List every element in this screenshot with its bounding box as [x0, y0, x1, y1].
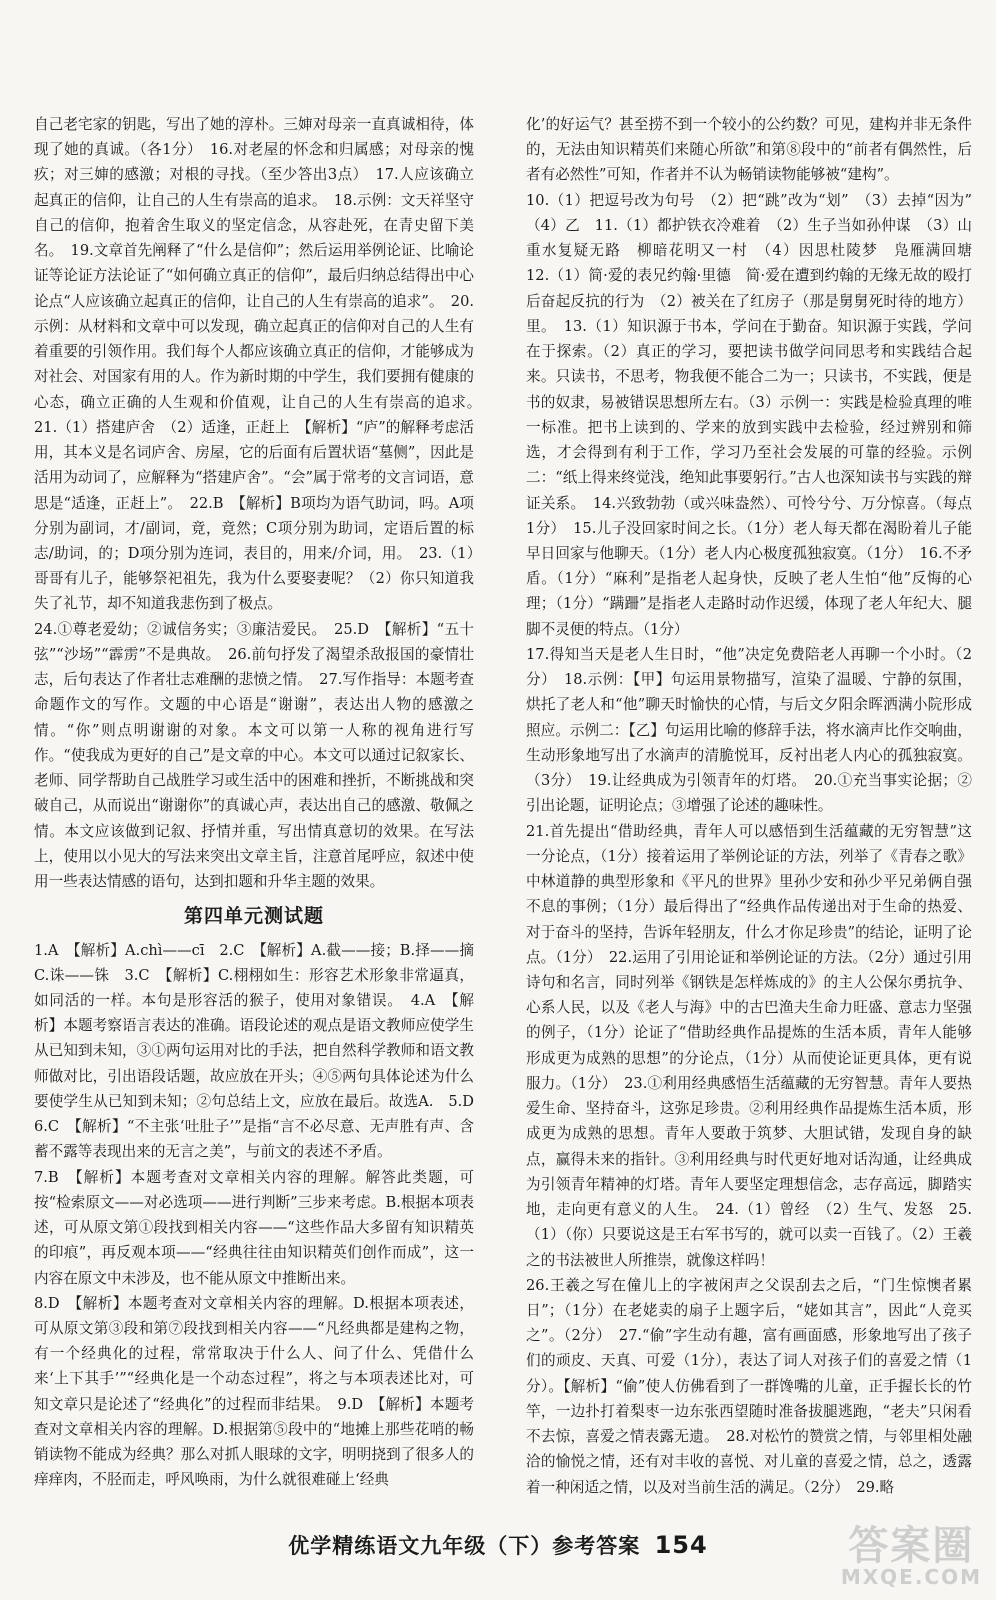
left-paragraph-2: 24.①尊老爱幼；②诚信务实；③廉洁爱民。 25.D 【解析】“五十弦”“沙场”“霹雳”不是典故。 26.前句抒发了渴望杀敌报国的豪情壮志，后句表达了作者壮志难酬的悲愤之情。 27.写作指导：本题考查命题作文的写作。文题的中心语是“谢谢”，表达出人物的感激之情。“你”则点明谢谢的对象。本文可以第一人称的视角进行写作。“使我成为更好的自己”是文章的中心。本文可以通过记叙家长、老师、同学帮助自己战胜学习或生活中的困难和挫折，不断挑战和突破自己，从而说出“谢谢你”的真诚心声，表达出自己的感激、敬佩之情。本文应该做到记叙、抒情并重，写出情真意切的效果。在写法上，使用以小见大的写法来突出文章主旨，注意首尾呼应，叙述中使用一些表达情感的语句，达到扣题和升华主题的效果。: [34, 620, 474, 891]
right-paragraph-3: 17.得知当天是老人生日时，“他”决定免费陪老人再聊一个小时。（2分） 18.示例：【甲】句运用景物描写，渲染了温暖、宁静的氛围，烘托了老人和“他”聊天时愉快的心情，与后文夕阳余晖洒满小院形成照应。示例二：【乙】句运用比喻的修辞手法，将水滴声比作交响曲，生动形象地写出了水滴声的清脆悦耳，反衬出老人内心的孤独寂寞。（3分） 19.让经典成为引领青年的灯塔。 20.①充当事实论据；②引出论题，证明论点；③增强了论述的趣味性。: [526, 645, 972, 815]
right-paragraph-2: 10.（1）把逗号改为句号 （2）把“跳”改为“划” （3）去掉“因为” （4）乙 11.（1）都护铁衣冷难着 （2）生子当如孙仲谋 （3）山重水复疑无路 柳暗花明又一村 （4）因思杜陵梦 凫雁满回塘 12.（1）简·爱的表兄约翰·里德 简·爱在遭到约翰的无缘无故的殴打后奋起反抗的行为 （2）被关在了红房子（那是舅舅死时待的地方）里。 13.（1）知识源于书本，学问在于勤奋。知识源于实践，学问在于探索。（2）真正的学习，要把读书做学问同思考和实践结合起来。只读书，不思考，物我便不能合二为一；只读书，不实践，便是书的奴隶，易被错误思想所左右。（3）示例一：实践是检验真理的唯一标准。把书上读到的、学来的放到实践中去检验，经过辨别和筛选，才会得到有利于工作，学习乃至社会发展的可靠的经验。示例二：“纸上得来终觉浅，绝知此事要躬行。”古人也深知读书与实践的辩证关系。 14.兴致勃勃（或兴味盎然）、可怜兮兮、万分惊喜。（每点1分） 15.儿子没回家时间之长。（1分）老人每天都在渴盼着儿子能早日回家与他聊天。（1分）老人内心极度孤独寂寞。（1分） 16.不矛盾。（1分）“麻利”是指老人起身快，反映了老人生怕“他”反悔的心理；（1分）“蹒跚”是指老人走路时动作迟缓，体现了老人年纪大、腿脚不灵便的特点。（1分）: [526, 191, 987, 638]
section-title: 第四单元测试题: [183, 905, 324, 928]
right-paragraph-4: 21.首先提出“借助经典，青年人可以感悟到生活蕴藏的无穷智慧”这一分论点，（1分）接着运用了举例论证的方法，列举了《青春之歌》中林道静的典型形象和《平凡的世界》里孙少安和孙少平兄弟俩自强不息的事例；（1分）最后得出了“经典作品传递出对于生命的热爱、对于奋斗的坚持，告诉年轻朋友，什么才你足珍贵”的结论，证明了论点。（1分） 22.运用了引用论证和举例论证的方法。（2分）通过引用诗句和名言，同时列举《钢铁是怎样炼成的》的主人公保尔勇抗争、心系人民，以及《老人与海》中的古巴渔夫生命力旺盛、意志力坚强的例子，（1分）论证了“借助经典作品提炼的生活本质，青年人能够形成更为成熟的思想”的分论点，（1分）从而使论证更具体，更有说服力。（1分） 23.①利用经典感悟生活蕴藏的无穷智慧。青年人要热爱生命、坚持奋斗，这弥足珍贵。②利用经典作品提炼生活本质，形成更为成熟的思想。青年人要敢于筑梦、大胆试错，发现自身的缺点，赢得未来的指针。③利用经典与时代更好地对话沟通，让经典成为引领青年精神的灯塔。青年人要坚定理想信念，志存高远，脚踏实地，走向更有意义的人生。 24.（1）曾经 （2）生气、发怒 25.（1）（你）只要说这是王右军书写的，就可以卖一百钱了。（2）王羲之的书法被世人所推崇，就像这样吗！: [526, 822, 972, 1269]
watermark-logo: [840, 1523, 982, 1589]
watermark-main-text: 答案圈: [848, 1523, 975, 1569]
right-paragraph-5: 26.王羲之写在僮儿上的字被闲声之父误刮去之后，“门生惊懊者累日”；（1分）在老姥卖的扇子上题字后，“姥如其言”，因此“人竞买之”。（2分） 27.“偷”字生动有趣，富有画面感，形象地写出了孩子们的顽皮、天真、可爱（1分），表达了词人对孩子们的喜爱之情（1分）。【解析】“偷”使人仿佛看到了一群馋嘴的儿童，正手握长长的竹竿，一边扑打着梨枣一边东张西望随时准备拔腿逃跑，“老夫”只闲看不去惊，喜爱之情表露无遗。 28.对松竹的赞赏之情，与邻里相处融洽的愉悦之情，还有对丰收的喜悦、对儿童的喜爱之情，总之，透露着一种闲适之情，以及对当前生活的满足。（2分） 29.略: [526, 1276, 972, 1496]
left-paragraph-5: 8.D 【解析】本题考查对文章相关内容的理解。D.根据本项表述，可从原文第③段和第⑦段找到相关内容——“凡经典都是建构之物，有一个经典化的过程，常常取决于什么人、问了什么、凭借什么来‘上下其手’”“经典化是一个动态过程”，将之与本项表述比对，可知文章只是论述了“经典化”的过程而非结果。 9.D 【解析】本题考查对文章相关内容的理解。D.根据第⑤段中的“地摊上那些花哨的畅销读物不能成为经典？那么对抓人眼球的文字，明明挠到了很多人的痒痒肉，不胫而走，呼风唤雨，为什么就很难碰上‘经典: [34, 1294, 474, 1489]
right-column: [526, 112, 987, 1500]
page-number: 154: [654, 1531, 708, 1559]
left-paragraph-4: 7.B 【解析】本题考查对文章相关内容的理解。解答此类题，可按“检索原文——对必选项——进行判断”三步来考虑。B.根据本项表述，可从原文第①段找到相关内容——“这些作品大多留有知识精英的印痕”，再反观本项——“经典往往由知识精英们创作而成”，这一内容在原文中未涉及，也不能从原文中推断出来。: [34, 1168, 474, 1287]
right-paragraph-1: 化’的好运气？甚至捞不到一个较小的公约数？可见，建构并非无条件的，无法由知识精英们来随心所欲”和第⑧段中的“前者有偶然性，后者有必然性”可知，作者并不认为畅销读物能够被“建构”。: [526, 116, 972, 184]
watermark-sub-text: MXQE.COM: [840, 1565, 982, 1589]
footer-title: 优学精练语文九年级（下）参考答案: [288, 1533, 641, 1558]
left-paragraph-1: 自己老宅家的钥匙，写出了她的淳朴。三婶对母亲一直真诚相待，体现了她的真诚。（各1分） 16.对老屋的怀念和归属感；对母亲的愧疚；对三婶的感激；对根的寻找。（至少答出3点） 17.人应该确立起真正的信仰，让自己的人生有崇高的追求。 18.示例：文天祥坚守自己的信仰，抱着舍生取义的坚定信念，从容赴死，在青史留下美名。 19.文章首先阐释了“什么是信仰”；然后运用举例论证、比喻论证等论证方法论证了“如何确立真正的信仰”，最后归纳总结得出中心论点“人应该确立起真正的信仰，让自己的人生有崇高的追求”。 20.示例：从材料和文章中可以发现，确立起真正的信仰对自己的人生有着重要的引领作用。我们每个人都应该确立真正的信仰，才能够成为对社会、对国家有用的人。作为新时期的中学生，我们要拥有健康的心态，确立正确的人生观和价值观，让自己的人生有崇高的追求。 21.（1）搭建庐舍 （2）适逢，正赶上 【解析】“庐”的解释考虑活用，其本义是名词庐舍、房屋，它的后面有后置状语“墓侧”，因此是活用为动词了，应解释为“搭建庐舍”。“会”属于常考的文言词语，意思是“适逢，正赶上”。 22.B 【解析】B项均为语气助词，吗。A项分别为副词，才/副词，竟，竟然；C项分别为助词，定语后置的标志/助词，的；D项分别为连词，表目的，用来/介词，用。 23.（1）哥哥有儿子，能够祭祀祖先，我为什么要娶妻呢？（2）你只知道我失了礼节，却不知道我悲伤到了极点。: [34, 116, 489, 613]
left-paragraph-3: 1.A 【解析】A.chì——cī 2.C 【解析】A.截——接；B.择——摘 C.诛——铢 3.C 【解析】C.栩栩如生：形容艺术形象非常逼真，如同活的一样。本句是形容活的猴子，使用对象错误。 4.A 【解析】本题考察语言表达的准确。语段论述的观点是语文教师应使学生从已知到未知，③①两句运用对比的手法，把自然科学教师和语文教师做对比，引出语段话题，故应放在开头；④⑤两句具体论述为什么要使学生从已知到未知；②句总结上文，应放在最后。故选A. 5.D 6.C 【解析】“不主张‘吐肚子’”是指“言不必尽意、无声胜有声、含蓄不露等表现出来的无言之美”，与前文的表述不矛盾。: [34, 941, 489, 1161]
left-column: [34, 112, 489, 1493]
